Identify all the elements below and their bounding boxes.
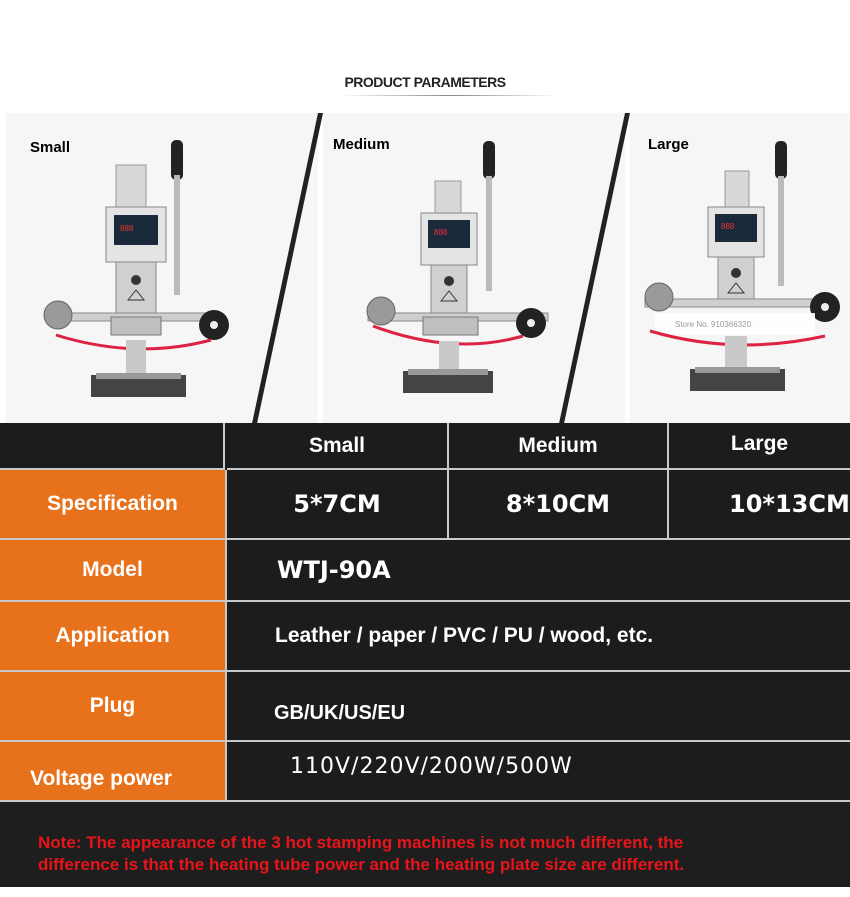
- spec-value-small: 5*7CM: [227, 470, 449, 540]
- row-value-plug: GB/UK/US/EU: [227, 672, 850, 742]
- row-label-plug: Plug: [0, 672, 225, 742]
- column-header-large: Large: [669, 423, 850, 470]
- table-row-voltage: [0, 742, 850, 802]
- watermark-text: Store No. 910366320: [675, 320, 752, 329]
- row-value-application: Leather / paper / PVC / PU / wood, etc.: [227, 602, 850, 672]
- header-corner: [0, 423, 225, 470]
- table-header-row: [0, 423, 850, 470]
- title-underline: [340, 95, 560, 96]
- row-label-specification: Specification: [0, 470, 225, 540]
- svg-text:888: 888: [721, 222, 735, 231]
- table-row-application: [0, 602, 850, 672]
- product-photos: [0, 113, 850, 423]
- photo-small: [6, 113, 318, 423]
- note-line-2: difference is that the heating tube power and the heating plate size are different.: [38, 855, 685, 874]
- svg-text:888: 888: [434, 228, 448, 237]
- spec-value-large: 10*13CM: [669, 470, 850, 540]
- photo-medium: [323, 113, 625, 423]
- row-value-model: WTJ-90A: [227, 540, 850, 602]
- section-title: PRODUCT PARAMETERS: [344, 74, 506, 90]
- note-panel: [0, 802, 850, 887]
- row-value-voltage: 110V/220V/200W/500W: [227, 742, 850, 802]
- table-row-specification: [0, 470, 850, 540]
- machine-image-medium: [363, 141, 563, 401]
- column-header-small: Small: [227, 423, 449, 470]
- photo-label-medium: Medium: [333, 136, 390, 153]
- machine-image-small: [36, 135, 236, 405]
- photo-label-large: Large: [648, 136, 689, 153]
- table-row-model: [0, 540, 850, 602]
- spec-value-medium: 8*10CM: [449, 470, 669, 540]
- photo-large: [630, 113, 850, 423]
- note-line-1: Note: The appearance of the 3 hot stamping machines is not much different, the: [38, 833, 684, 852]
- row-label-application: Application: [0, 602, 225, 672]
- column-header-medium: Medium: [449, 423, 669, 470]
- photo-label-small: Small: [30, 139, 71, 156]
- table-row-plug: [0, 672, 850, 742]
- row-label-voltage: Voltage power: [0, 742, 225, 802]
- row-label-model: Model: [0, 540, 225, 602]
- svg-text:888: 888: [120, 224, 134, 233]
- machine-image-large: [635, 141, 850, 401]
- note-text: [38, 832, 818, 876]
